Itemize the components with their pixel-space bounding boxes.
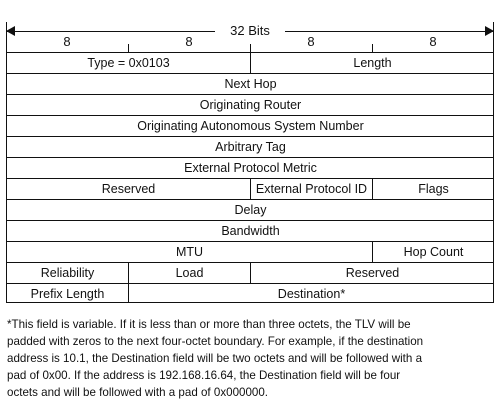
octet-tick-2 (250, 44, 251, 52)
octet-tick-1 (128, 44, 129, 52)
bandwidth-field: Bandwidth (6, 220, 494, 241)
hop-count-field: Hop Count (372, 241, 494, 262)
footnote-line: pad of 0x00. If the address is 192.168.16.64, the Destination field will be four (7, 369, 401, 382)
octet-label-3: 8 (307, 34, 315, 49)
arrow-left-head (6, 26, 15, 36)
length-field: Length (250, 52, 494, 73)
reserved-field: Reserved (6, 178, 250, 199)
load-field: Load (128, 262, 250, 283)
mtu-field: MTU (6, 241, 372, 262)
arrow-right-head (485, 26, 494, 36)
octet-label-4: 8 (429, 34, 437, 49)
footnote-line: padded with zeros to the next four-octet boundary. For example, if the destination (7, 335, 424, 348)
reserved-field-2: Reserved (250, 262, 494, 283)
footnote-line: address is 10.1, the Destination field will be two octets and will be followed with a (7, 352, 423, 365)
octet-tick-3 (372, 44, 373, 52)
next-hop-field: Next Hop (6, 73, 494, 94)
originating-router-field: Originating Router (6, 94, 494, 115)
external-protocol-metric-field: External Protocol Metric (6, 157, 494, 178)
originating-as-number-field: Originating Autonomous System Number (6, 115, 494, 136)
footnote-line: octets and will be followed with a pad of 0x000000. (7, 386, 269, 399)
external-protocol-id-field: External Protocol ID (250, 178, 372, 199)
tlv-field-table (6, 52, 494, 303)
footnote (7, 316, 495, 401)
destination-field: Destination* (128, 283, 494, 303)
arbitrary-tag-field: Arbitrary Tag (6, 136, 494, 157)
footnote-line: *This field is variable. If it is less than or more than three octets, the TLV will be (7, 318, 411, 331)
reliability-field: Reliability (6, 262, 128, 283)
octet-label-2: 8 (185, 34, 193, 49)
flags-field: Flags (372, 178, 494, 199)
octet-label-1: 8 (63, 34, 71, 49)
delay-field: Delay (6, 199, 494, 220)
bits-label: 32 Bits (215, 22, 285, 40)
type-field: Type = 0x0103 (6, 52, 250, 73)
prefix-length-field: Prefix Length (6, 283, 128, 303)
